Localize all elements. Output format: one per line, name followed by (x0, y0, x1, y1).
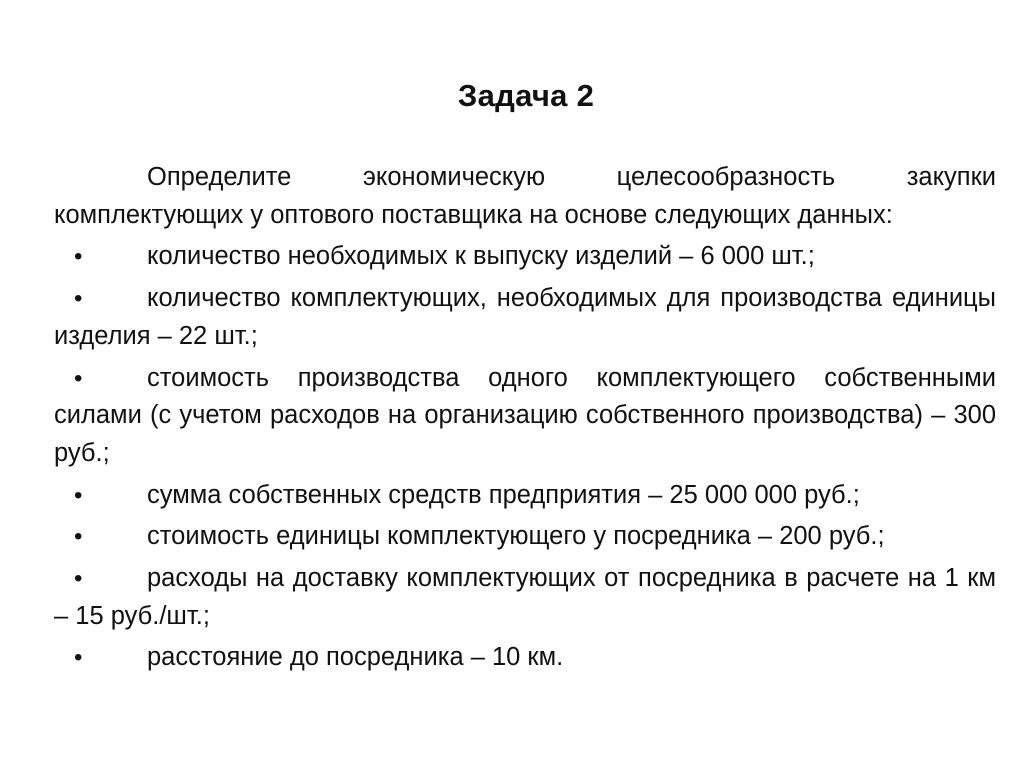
list-item (54, 360, 996, 473)
bullet-icon: • (74, 481, 83, 509)
bullet-icon: • (74, 644, 83, 672)
slide-title: Задача 2 (457, 78, 595, 113)
task-content (54, 159, 996, 681)
list-item-text: количество комплектующих, необходимых для производства единицы изделия – 22 шт.; (54, 284, 996, 350)
list-item-text: количество необходимых к выпуску изделий – 6 000 шт.; (147, 242, 815, 271)
bullet-icon: • (74, 285, 83, 313)
bullet-icon: • (74, 565, 83, 593)
list-item (54, 238, 996, 276)
bullet-icon: • (74, 243, 83, 271)
list-item (54, 477, 996, 515)
list-item-text: стоимость единицы комплектующего у посредника – 200 руб.; (147, 522, 885, 551)
list-item (54, 639, 996, 677)
list-item (54, 280, 996, 355)
list-item-text: расходы на доставку комплектующих от посредника в расчете на 1 км – 15 руб./шт.; (54, 564, 996, 630)
list-item (54, 560, 996, 635)
list-item-text: сумма собственных средств предприятия – 25 000 000 руб.; (147, 480, 860, 509)
list-item-text: стоимость производства одного комплектующего собственными силами (с учетом расходов на организацию собственного производства) – 300 руб.; (54, 363, 996, 467)
task-intro: Определите экономическую целесообразность закупки комплектующих у оптового поставщика на основе следующих данных: (54, 163, 996, 229)
list-item-text: расстояние до посредника – 10 км. (147, 643, 564, 672)
list-item (54, 518, 996, 556)
bullet-icon: • (74, 364, 83, 392)
bullet-icon: • (74, 523, 83, 551)
